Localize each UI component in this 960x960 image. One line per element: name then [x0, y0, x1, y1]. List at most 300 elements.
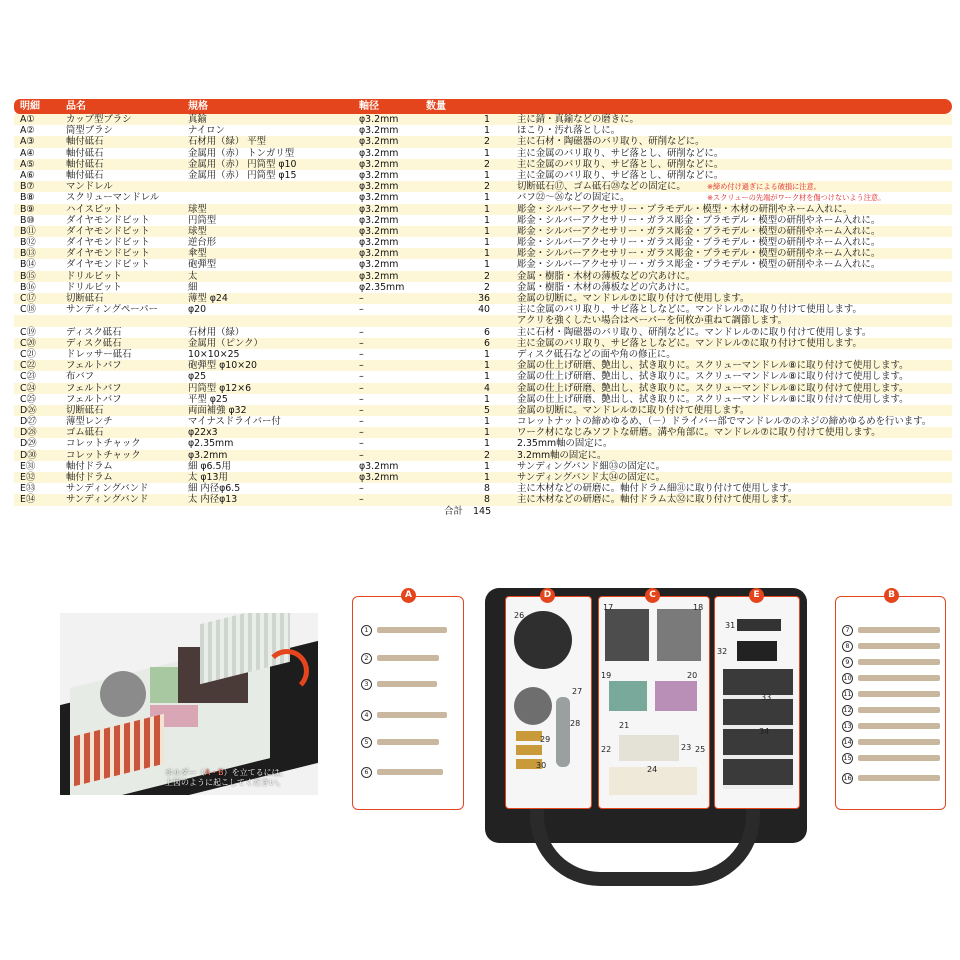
- cell-id: C㉔: [20, 382, 36, 394]
- note-line-2: 上図のように起こしてください。: [165, 778, 285, 787]
- cell-shank: –: [359, 494, 364, 506]
- cell-qty: 2: [484, 181, 490, 193]
- cell-desc: バフ㉒～㉖などの固定に。: [517, 192, 630, 204]
- tool-bit: [858, 659, 940, 665]
- cell-name: ダイヤモンドビット: [66, 237, 150, 249]
- cell-shank: φ3.2mm: [359, 125, 399, 137]
- item-number: 4: [361, 710, 372, 721]
- cell-desc: 2.35mm軸の固定に。: [517, 438, 613, 450]
- cell-spec: 細 φ6.5用: [188, 460, 231, 472]
- table-row: [14, 461, 952, 472]
- table-row: [14, 304, 952, 315]
- cell-desc: 切断砥石⑰、ゴム砥石㉘などの固定に。: [517, 181, 686, 193]
- cell-qty: 1: [484, 259, 490, 271]
- cell-qty: 1: [484, 438, 490, 450]
- cell-shank: –: [359, 304, 364, 316]
- cell-shank: –: [359, 382, 364, 394]
- table-body: [14, 114, 952, 506]
- cell-qty: 1: [484, 125, 490, 137]
- table-row: [14, 192, 952, 203]
- table-row: [14, 405, 952, 416]
- note-text-b: ）を立てるには、: [223, 768, 288, 777]
- cell-shank: –: [359, 416, 364, 428]
- tool-bit: [858, 707, 940, 713]
- table-row: [14, 416, 952, 427]
- collet-2: [516, 745, 542, 755]
- header-shank: 軸径: [359, 101, 379, 112]
- panel-e-badge: E: [749, 588, 764, 603]
- item-number: 6: [361, 767, 372, 778]
- cell-spec: 細: [188, 281, 198, 293]
- cell-desc: ほこり・汚れ落としに。: [517, 125, 621, 137]
- item-number: 24: [647, 765, 658, 774]
- item-number: 28: [570, 719, 581, 728]
- cell-desc: 主に金属のバリ取り、サビ落とし、研削などに。: [517, 158, 724, 170]
- table-row: [14, 170, 952, 181]
- case-handle: [530, 798, 760, 886]
- cell-shank: φ3.2mm: [359, 225, 399, 237]
- cell-qty: 40: [478, 304, 490, 316]
- cell-desc: 金属・樹脂・木材の薄板などの穴あけに。: [517, 281, 696, 293]
- cell-shank: φ3.2mm: [359, 169, 399, 181]
- cell-name: ダイヤモンドビット: [66, 225, 150, 237]
- tool-bit: [377, 627, 447, 633]
- cell-id: D㉚: [20, 449, 37, 461]
- item-number: 19: [601, 671, 612, 680]
- cell-name: コレットチャック: [66, 449, 141, 461]
- item-number: 18: [693, 603, 704, 612]
- item-number: 30: [536, 761, 547, 770]
- cell-name: ハイスビット: [66, 203, 122, 215]
- table-row: [14, 438, 952, 449]
- cell-name: コレットチャック: [66, 438, 141, 450]
- table-row: [14, 148, 952, 159]
- compartment-c: [598, 590, 710, 809]
- total-label: 合計: [444, 505, 464, 517]
- cell-qty: 1: [484, 416, 490, 428]
- cell-spec: 金属用（赤） トンガリ型: [188, 147, 295, 159]
- cell-name: スクリューマンドレル: [66, 192, 160, 204]
- cell-shank: φ3.2mm: [359, 114, 399, 125]
- item-number: 9: [842, 657, 853, 668]
- cell-name: ダイヤモンドビット: [66, 248, 150, 260]
- cell-shank: φ3.2mm: [359, 181, 399, 193]
- table-row: [14, 394, 952, 405]
- cell-shank: φ3.2mm: [359, 237, 399, 249]
- cell-desc: 主に金属のバリ取り、サビ落とし、研削などに。: [517, 169, 724, 181]
- cell-id: E㉞: [20, 494, 36, 506]
- cell-name: 軸付砥石: [66, 158, 104, 170]
- cell-id: C㉑: [20, 348, 36, 360]
- item-number: 13: [843, 722, 852, 730]
- cell-id: B⑭: [20, 259, 36, 271]
- table-row: [14, 136, 952, 147]
- cell-qty: 1: [484, 203, 490, 215]
- cell-spec: 10×10×25: [188, 348, 240, 360]
- cell-desc: 主に石材・陶磁器のバリ取り、研削などに。マンドレル⑦に取り付けて使用します。: [517, 326, 872, 338]
- cell-name: ドリルビット: [66, 281, 122, 293]
- collet-1: [516, 731, 542, 741]
- cell-spec: 真鍮: [188, 114, 207, 125]
- cell-desc: 金属の仕上げ研磨、艶出し、拭き取りに。スクリューマンドレル⑧に取り付けて使用します。: [517, 382, 909, 394]
- cell-qty: 1: [484, 348, 490, 360]
- cell-shank: φ3.2mm: [359, 472, 399, 483]
- table-row: [14, 248, 952, 259]
- cell-id: B⑮: [20, 270, 36, 282]
- cell-desc: 金属の仕上げ研磨、艶出し、拭き取りに。スクリューマンドレル⑧に取り付けて使用します。: [517, 360, 909, 372]
- rotate-arrow-icon: [265, 649, 309, 693]
- tool-bit: [377, 655, 439, 661]
- parts-table: [14, 99, 952, 517]
- cell-desc: ワーク材になじみソフトな研磨。溝や角部に。マンドレル⑦に取り付けて使用します。: [517, 427, 881, 439]
- cell-id: C⑰: [20, 293, 36, 304]
- cell-name: ダイヤモンドビット: [66, 214, 150, 226]
- cell-qty: 36: [478, 293, 490, 304]
- table-row: [14, 282, 952, 293]
- cell-id: A②: [20, 125, 35, 137]
- cell-desc: コレットナットの締めゆるめ、（－）ドライバー部でマンドレル⑦のネジの締めゆるめを行います。: [517, 416, 932, 428]
- cell-desc: 主に石材・陶磁器のバリ取り、研削などに。: [517, 136, 705, 148]
- total-value: 145: [473, 505, 492, 517]
- cell-shank: –: [359, 393, 364, 405]
- table-row: [14, 494, 952, 505]
- note-text-a: ホルダー（: [165, 768, 205, 777]
- cell-qty: 1: [484, 460, 490, 472]
- cell-desc: 金属の切断に。マンドレル⑦に取り付けて使用します。: [517, 404, 750, 416]
- table-row: [14, 383, 952, 394]
- cell-spec: 太 φ13用: [188, 472, 228, 483]
- compartment-d: [505, 590, 592, 809]
- item-number: 26: [514, 611, 525, 620]
- panel-d-badge: D: [540, 588, 555, 603]
- cell-name: 軸付ドラム: [66, 472, 113, 483]
- cell-shank: φ3.2mm: [359, 214, 399, 226]
- cell-name: 軸付砥石: [66, 147, 104, 159]
- cell-id: A④: [20, 147, 35, 159]
- cell-desc: サンディングバンド細㉝の固定に。: [517, 460, 666, 472]
- cell-id: B⑪: [20, 225, 36, 237]
- panel-a: [352, 590, 464, 810]
- table-row: [14, 114, 952, 125]
- tool-bit: [858, 775, 940, 781]
- item-number: 20: [687, 671, 698, 680]
- cell-qty: 4: [484, 382, 490, 394]
- cell-id: B⑯: [20, 281, 36, 293]
- item-number: 25: [695, 745, 706, 754]
- cell-desc: 主に金属のバリ取り、サビ落としなどに。マンドレル⑦に取り付けて使用します。: [517, 337, 862, 349]
- cell-name: 軸付砥石: [66, 136, 104, 148]
- cell-spec: 太: [188, 270, 198, 282]
- tool-bit: [858, 675, 940, 681]
- table-row: [14, 293, 952, 304]
- cell-desc: 主に金属のバリ取り、サビ落とし、研削などに。: [517, 147, 724, 159]
- cell-qty: 1: [484, 237, 490, 249]
- cell-name: サンディングバンド: [66, 494, 149, 506]
- cell-id: D㉙: [20, 438, 37, 450]
- cell-desc: 彫金・シルバーアクセサリー・ガラス彫金・プラモデル・模型の研削やネーム入れに。: [517, 214, 881, 226]
- tool-bit: [377, 739, 439, 745]
- tool-bit: [858, 755, 940, 761]
- cell-id: C㉒: [20, 360, 36, 372]
- cell-name: 軸付砥石: [66, 169, 104, 181]
- cut-disc-box: [605, 609, 649, 661]
- tool-bit: [858, 643, 940, 649]
- cell-shank: –: [359, 360, 364, 372]
- cell-qty: 2: [484, 270, 490, 282]
- cell-qty: 2: [484, 136, 490, 148]
- cell-spec: 逆台形: [188, 237, 217, 249]
- header-id: 明細: [20, 101, 40, 112]
- cell-qty: 1: [484, 147, 490, 159]
- cell-qty: 1: [484, 114, 490, 125]
- cell-qty: 2: [484, 158, 490, 170]
- cell-spec: マイナスドライバー付: [188, 416, 281, 428]
- cell-shank: –: [359, 326, 364, 338]
- cell-id: E㉝: [20, 483, 36, 495]
- cell-shank: –: [359, 371, 364, 383]
- table-row: [14, 215, 952, 226]
- tool-bit: [858, 691, 940, 697]
- cell-spec: φ2.35mm: [188, 438, 234, 450]
- item-number: 31: [725, 621, 736, 630]
- cell-qty: 1: [484, 192, 490, 204]
- cell-name: カップ型ブラシ: [66, 114, 132, 125]
- cell-spec: 細 内径φ6.5: [188, 483, 241, 495]
- cell-name: ディスク砥石: [66, 326, 122, 338]
- cell-desc: 彫金・シルバーアクセサリー・プラモデル・模型・木材の研削やネーム入れに。: [517, 203, 853, 215]
- item-number: 7: [842, 625, 853, 636]
- cell-shank: –: [359, 438, 364, 450]
- cell-id: C⑲: [20, 326, 36, 338]
- table-row: [14, 360, 952, 371]
- cell-id: D㉖: [20, 404, 37, 416]
- cell-shank: –: [359, 483, 364, 495]
- item-number: 10: [843, 674, 852, 682]
- cell-id: D㉘: [20, 427, 37, 439]
- cell-name: サンディングバンド: [66, 483, 149, 495]
- cell-qty: 6: [484, 326, 490, 338]
- tool-bit: [858, 739, 940, 745]
- table-row: [14, 237, 952, 248]
- table-row: [14, 338, 952, 349]
- table-row: [14, 181, 952, 192]
- cell-spec: 平型 φ25: [188, 393, 228, 405]
- cell-id: C⑱: [20, 304, 36, 316]
- cell-desc: 彫金・シルバーアクセサリー・ガラス彫金・プラモデル・模型の研削やネーム入れに。: [517, 259, 881, 271]
- item-number: 2: [361, 653, 372, 664]
- cell-name: 切断砥石: [66, 293, 104, 304]
- cell-id: C㉓: [20, 371, 36, 383]
- cell-desc: 3.2mm軸の固定に。: [517, 449, 607, 461]
- cell-shank: –: [359, 337, 364, 349]
- cell-name: ドリルビット: [66, 270, 122, 282]
- cell-qty: 1: [484, 427, 490, 439]
- item-number: 16: [843, 774, 852, 782]
- table-row: [14, 271, 952, 282]
- cell-desc: 主に金属のバリ取り、サビ落としなどに。マンドレル⑦に取り付けて使用します。: [517, 304, 862, 316]
- cell-desc: ディスク砥石などの面や角の修正に。: [517, 348, 676, 360]
- cell-spec: 金属用（赤） 円筒型 φ10: [188, 158, 297, 170]
- cell-shank: φ3.2mm: [359, 248, 399, 260]
- cell-qty: 1: [484, 393, 490, 405]
- table-row: [14, 125, 952, 136]
- cell-name: ディスク砥石: [66, 337, 122, 349]
- cell-id: A①: [20, 114, 35, 125]
- compartment-e: [714, 590, 800, 809]
- total-row: [14, 506, 952, 517]
- cell-desc: アクリを強くしたい場合はペーパーを何枚か重ねて調節します。: [517, 315, 788, 327]
- felt-buffs: [619, 735, 679, 761]
- table-row: [14, 327, 952, 338]
- item-number: 34: [759, 727, 770, 736]
- tool-bit: [377, 769, 443, 775]
- cell-name: フェルトバフ: [66, 360, 122, 372]
- cell-desc: 金属の仕上げ研磨、艶出し、拭き取りに。スクリューマンドレル⑧に取り付けて使用します。: [517, 371, 909, 383]
- cell-spec: 石材用（緑）: [188, 326, 245, 338]
- table-row: [14, 226, 952, 237]
- cell-desc: 金属・樹脂・木材の薄板などの穴あけに。: [517, 270, 696, 282]
- cell-qty: 8: [484, 483, 490, 495]
- table-row: [14, 483, 952, 494]
- cell-spec: φ3.2mm: [188, 449, 228, 461]
- sanding-bands: [723, 669, 793, 789]
- item-number: 29: [540, 735, 551, 744]
- tool-bit: [377, 681, 437, 687]
- cell-spec: 石材用（緑） 平型: [188, 136, 266, 148]
- item-number: 3: [361, 679, 372, 690]
- cell-qty: 8: [484, 494, 490, 506]
- item-number: 32: [717, 647, 728, 656]
- cell-desc: 彫金・シルバーアクセサリー・ガラス彫金・プラモデル・模型の研削やネーム入れに。: [517, 225, 881, 237]
- tool-bit: [858, 627, 940, 633]
- cell-id: A⑥: [20, 169, 35, 181]
- cell-name: ドレッサー砥石: [66, 348, 132, 360]
- table-row: [14, 427, 952, 438]
- table-row: [14, 371, 952, 382]
- pink-discs: [655, 681, 697, 711]
- cell-shank: φ3.2mm: [359, 460, 399, 472]
- cell-spec: 円筒型 φ12×6: [188, 382, 252, 394]
- cell-id: B⑦: [20, 181, 35, 193]
- cell-spec: 傘型: [188, 248, 207, 260]
- table-header: [14, 99, 952, 114]
- cell-qty: 6: [484, 337, 490, 349]
- cell-note: ※締め付け過ぎによる破損に注意。: [707, 182, 821, 192]
- cell-spec: 金属用（ピンク）: [188, 337, 263, 349]
- cell-note: ※スクリューの先端がワーク材を傷つけないよう注意。: [707, 193, 886, 203]
- cell-shank: φ3.2mm: [359, 203, 399, 215]
- disc-stack: [100, 671, 146, 717]
- cell-qty: 1: [484, 371, 490, 383]
- cell-spec: 金属用（赤） 円筒型 φ15: [188, 169, 297, 181]
- cell-name: ゴム砥石: [66, 427, 104, 439]
- panel-b-badge: B: [884, 588, 899, 603]
- table-row: [14, 259, 952, 270]
- cell-shank: –: [359, 449, 364, 461]
- item-number: 11: [843, 690, 852, 698]
- cell-shank: –: [359, 427, 364, 439]
- sanding-paper-box: [657, 609, 701, 661]
- table-row: [14, 349, 952, 360]
- cell-name: 切断砥石: [66, 404, 104, 416]
- cell-desc: 主に木材などの研磨に。軸付ドラム太㉜に取り付けて使用します。: [517, 494, 798, 506]
- cell-qty: 2: [484, 449, 490, 461]
- cell-spec: 円筒型: [188, 214, 217, 226]
- table-row: [14, 159, 952, 170]
- cell-shank: φ2.35mm: [359, 281, 405, 293]
- cell-shank: φ3.2mm: [359, 270, 399, 282]
- item-number: 15: [843, 754, 852, 762]
- cell-name: ダイヤモンドビット: [66, 259, 150, 271]
- cell-qty: 1: [484, 472, 490, 483]
- item-number: 27: [572, 687, 583, 696]
- cell-id: B⑨: [20, 203, 35, 215]
- cell-qty: 1: [484, 225, 490, 237]
- item-number: 8: [842, 641, 853, 652]
- cell-shank: –: [359, 404, 364, 416]
- cell-spec: 球型: [188, 203, 207, 215]
- table-row: [14, 450, 952, 461]
- cell-name: 布バフ: [66, 371, 95, 383]
- cell-qty: 1: [484, 169, 490, 181]
- cell-spec: 球型: [188, 225, 207, 237]
- cell-spec: 砲弾型: [188, 259, 217, 271]
- cell-shank: φ3.2mm: [359, 158, 399, 170]
- tool-bit: [377, 712, 447, 718]
- cell-id: C㉕: [20, 393, 36, 405]
- cell-desc: 金属の仕上げ研磨、艶出し、拭き取りに。スクリューマンドレル⑧に取り付けて使用します。: [517, 393, 909, 405]
- cell-desc: 主に錆・真鍮などの磨きに。: [517, 114, 639, 125]
- cell-spec: φ25: [188, 371, 207, 383]
- cell-id: B⑫: [20, 237, 36, 249]
- cell-desc: 金属の切断に。マンドレル⑦に取り付けて使用します。: [517, 293, 750, 304]
- cell-desc: 主に木材などの研磨に。軸付ドラム細㉛に取り付けて使用します。: [517, 483, 798, 495]
- cell-id: E㉜: [20, 472, 36, 483]
- photo-note: [165, 768, 315, 788]
- cell-name: マンドレル: [66, 181, 113, 193]
- cell-shank: φ3.2mm: [359, 136, 399, 148]
- cell-spec: ナイロン: [188, 125, 225, 137]
- cell-qty: 1: [484, 360, 490, 372]
- cell-id: B⑩: [20, 214, 35, 226]
- cell-name: 軸付ドラム: [66, 460, 113, 472]
- cell-shank: φ3.2mm: [359, 259, 399, 271]
- panel-c-badge: C: [645, 588, 660, 603]
- item-number: 5: [361, 737, 372, 748]
- drum-thin: [737, 619, 781, 631]
- header-qty: 数量: [426, 101, 446, 112]
- cell-id: A⑤: [20, 158, 35, 170]
- cell-id: A③: [20, 136, 35, 148]
- cell-spec: 薄型 φ24: [188, 293, 228, 304]
- item-number: 12: [843, 706, 852, 714]
- item-number: 22: [601, 745, 612, 754]
- cell-desc: 彫金・シルバーアクセサリー・ガラス彫金・プラモデル・模型の研削やネーム入れに。: [517, 248, 881, 260]
- cell-name: フェルトバフ: [66, 382, 122, 394]
- cell-spec: 太 内径φ13: [188, 494, 238, 506]
- table-row: [14, 204, 952, 215]
- rubber-disc: [514, 687, 552, 725]
- wrench: [556, 697, 570, 767]
- tool-bit: [858, 723, 940, 729]
- header-spec: 規格: [188, 101, 208, 112]
- cell-spec: φ20: [188, 304, 207, 316]
- cell-name: 筒型ブラシ: [66, 125, 113, 137]
- item-number: 17: [603, 603, 614, 612]
- table-row: [14, 315, 952, 326]
- item-number: 21: [619, 721, 630, 730]
- cell-id: D㉗: [20, 416, 37, 428]
